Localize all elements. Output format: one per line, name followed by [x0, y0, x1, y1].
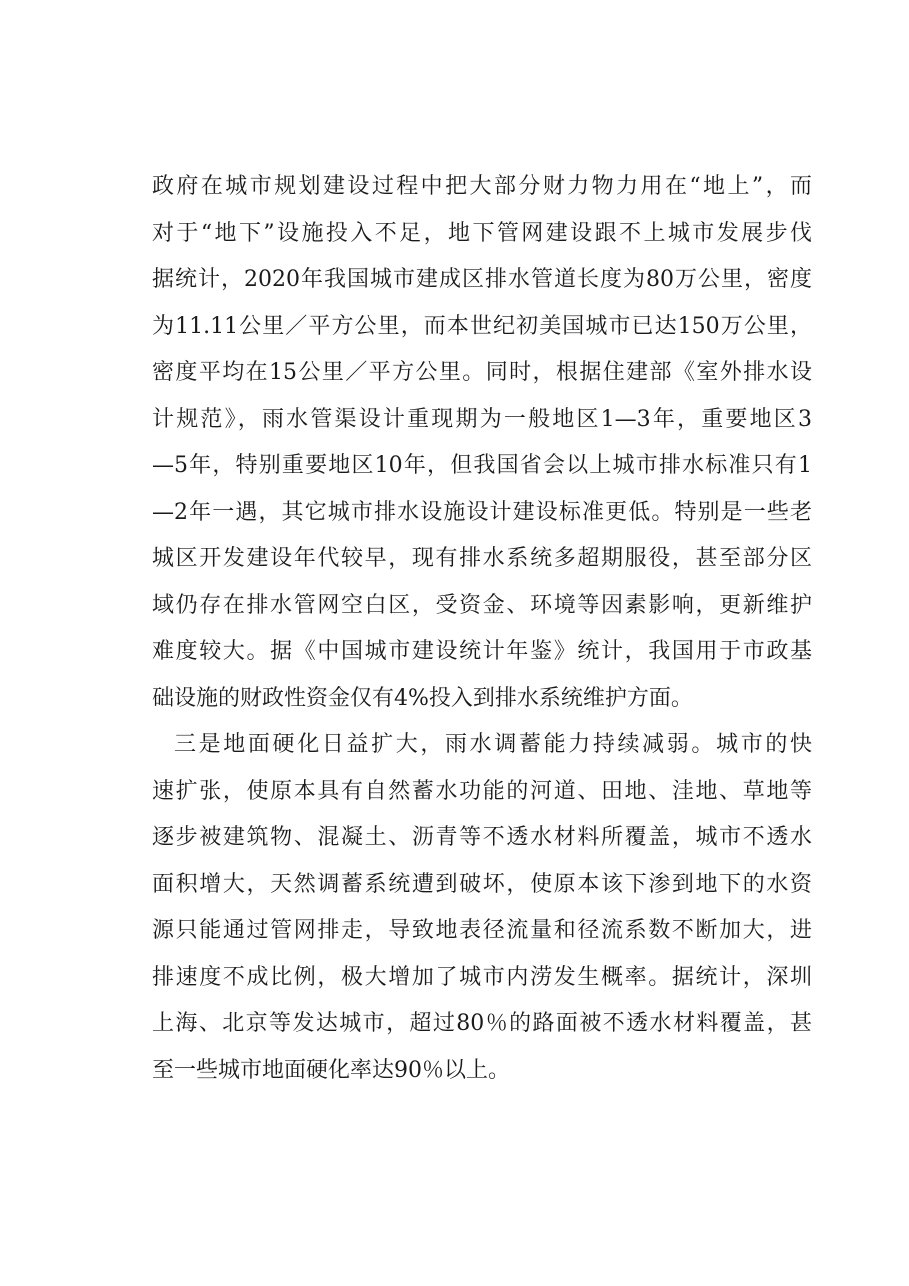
text-line: 域仍存在排水管网空白区，受资金、环境等因素影响，更新维护 [152, 592, 812, 618]
text-line: 对于“地下”设施投入不足，地下管网建设跟不上城市发展步伐 [152, 220, 812, 246]
paragraph-2 [152, 722, 812, 1094]
text-line: —2年一遇，其它城市排水设施设计建设标准更低。特别是一些老 [152, 499, 812, 525]
text-line: 城区开发建设年代较早，现有排水系统多超期服役，甚至部分区 [152, 546, 812, 571]
text-line: 面积增大，天然调蓄系统遭到破坏，使原本该下渗到地下的水资 [152, 871, 812, 897]
text-line: 础设施的财政性资金仅有4%投入到排水系统维护方面。 [152, 685, 693, 711]
body-text [152, 164, 812, 1094]
text-line: 三是地面硬化日益扩大，雨水调蓄能力持续减弱。城市的快 [174, 732, 812, 757]
text-line: 难度较大。据《中国城市建设统计年鉴》统计，我国用于市政基 [152, 639, 812, 664]
text-line: 为11.11公里／平方公里，而本世纪初美国城市已达150万公里， [152, 313, 812, 339]
text-line: 计规范》，雨水管渠设计重现期为一般地区1—3年，重要地区3 [152, 406, 812, 432]
text-line: 政府在城市规划建设过程中把大部分财力物力用在“地上”，而 [152, 174, 812, 199]
paragraph-1 [152, 164, 812, 722]
text-line: 密度平均在15公里／平方公里。同时，根据住建部《室外排水设 [152, 360, 812, 385]
text-line: —5年，特别重要地区10年，但我国省会以上城市排水标准只有1 [152, 453, 812, 478]
text-line: 至一些城市地面硬化率达90％以上。 [152, 1057, 510, 1083]
text-line: 据统计，2020年我国城市建成区排水管道长度为80万公里，密度 [152, 267, 812, 292]
text-line: 源只能通过管网排走，导致地表径流量和径流系数不断加大，进 [152, 918, 812, 943]
text-line: 速扩张，使原本具有自然蓄水功能的河道、田地、洼地、草地等 [152, 778, 812, 804]
text-line: 逐步被建筑物、混凝土、沥青等不透水材料所覆盖，城市不透水 [152, 825, 812, 850]
text-line: 上海、北京等发达城市，超过80％的路面被不透水材料覆盖，甚 [152, 1011, 812, 1036]
text-line: 排速度不成比例，极大增加了城市内涝发生概率。据统计，深圳 [152, 964, 812, 990]
